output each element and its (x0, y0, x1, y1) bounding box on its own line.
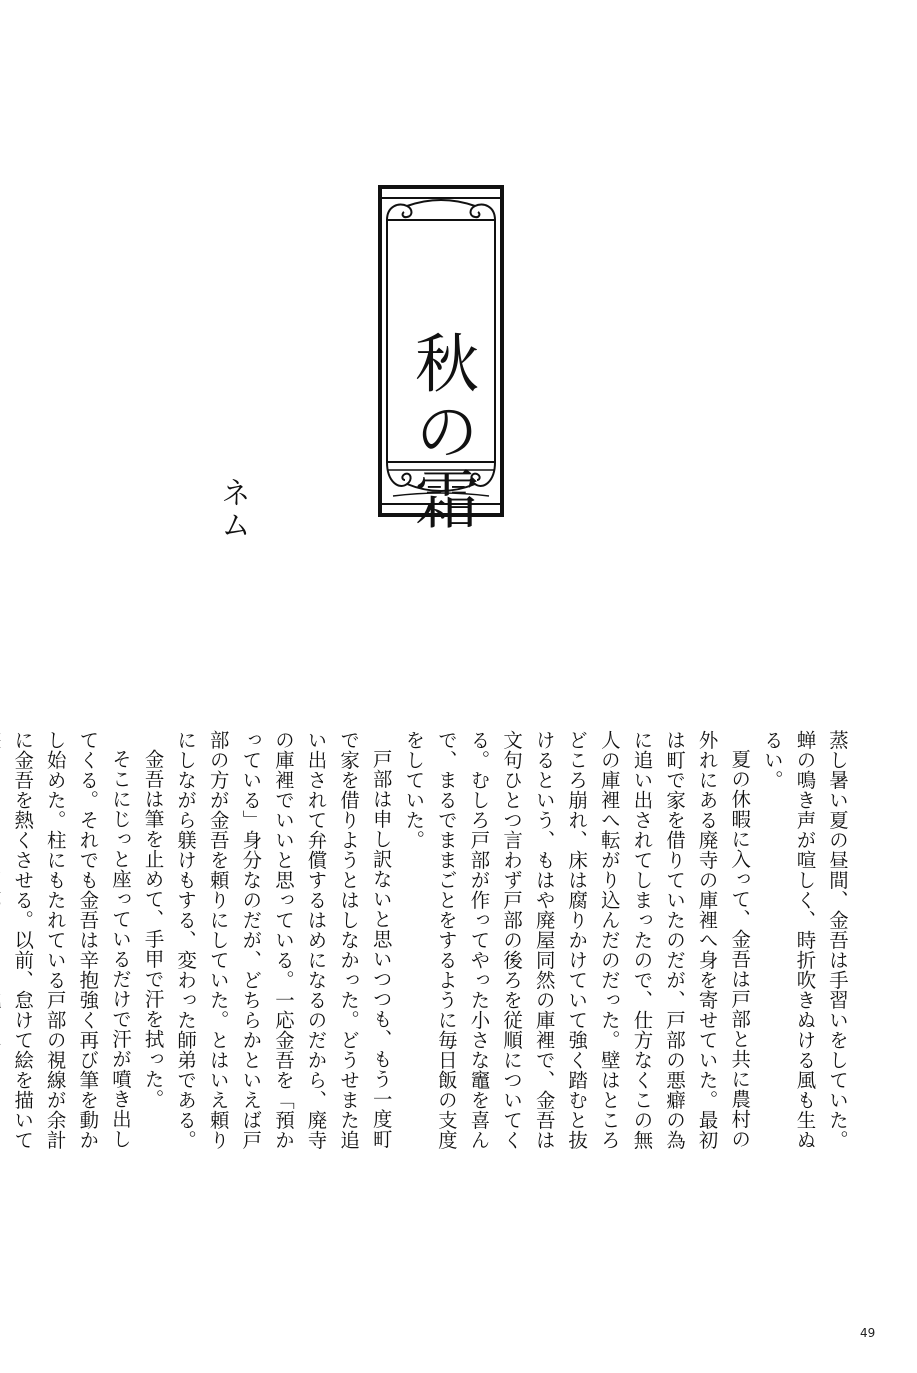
paragraph: 金吾は筆を止めて、手甲で汗を拭った。 (141, 749, 165, 1110)
paragraph: 蒸し暑い夏の昼間、金吾は手習いをしていた。蝉の鳴き声が喧しく、時折吹きぬける風も生ぬるい。 (760, 730, 849, 1150)
paragraph: 戸部は申し訳ないと思いつつも、もう一度町で家を借りようとはしなかった。どうせまた追い出されて弁償するはめになるのだから、廃寺の庫裡でいいと思っている。一応金吾を「預かっている」身分なのだが、どちらかといえば戸部の方が金吾を頼りにしていた。とはいえ頼りにしながら躾けもする、変わった師弟である。 (174, 730, 393, 1150)
author-name: ネム (215, 477, 250, 541)
story-body (11, 730, 853, 1162)
page-number: 49 (860, 1326, 876, 1340)
paragraph: 夏の休暇に入って、金吾は戸部と共に農村の外れにある廃寺の庫裡へ身を寄せていた。最初は町で家を借りていたのだが、戸部の悪癖の為に追い出されてしまったので、仕方なくこの無人の庫裡へ転がり込んだのだった。壁はところどころ崩れ、床は腐りかけていて強く踏むと抜けるという、もはや廃屋同然の庫裡で、金吾は文句ひとつ言わず戸部の後ろを従順についてくる。むしろ戸部が作ってやった小さな竈を喜んで、まるでままごとをするように毎日飯の支度をしていた。 (402, 730, 752, 1150)
title-plate (377, 184, 505, 534)
story-title: 秋の霜 (404, 330, 478, 534)
paragraph: そこにじっと座っているだけで汗が噴き出してくる。それでも金吾は辛抱強く再び筆を動かし始めた。柱にもたれている戸部の視線が余計に金吾を熱くさせる。以前、怠けて絵を描いて (11, 730, 132, 1150)
